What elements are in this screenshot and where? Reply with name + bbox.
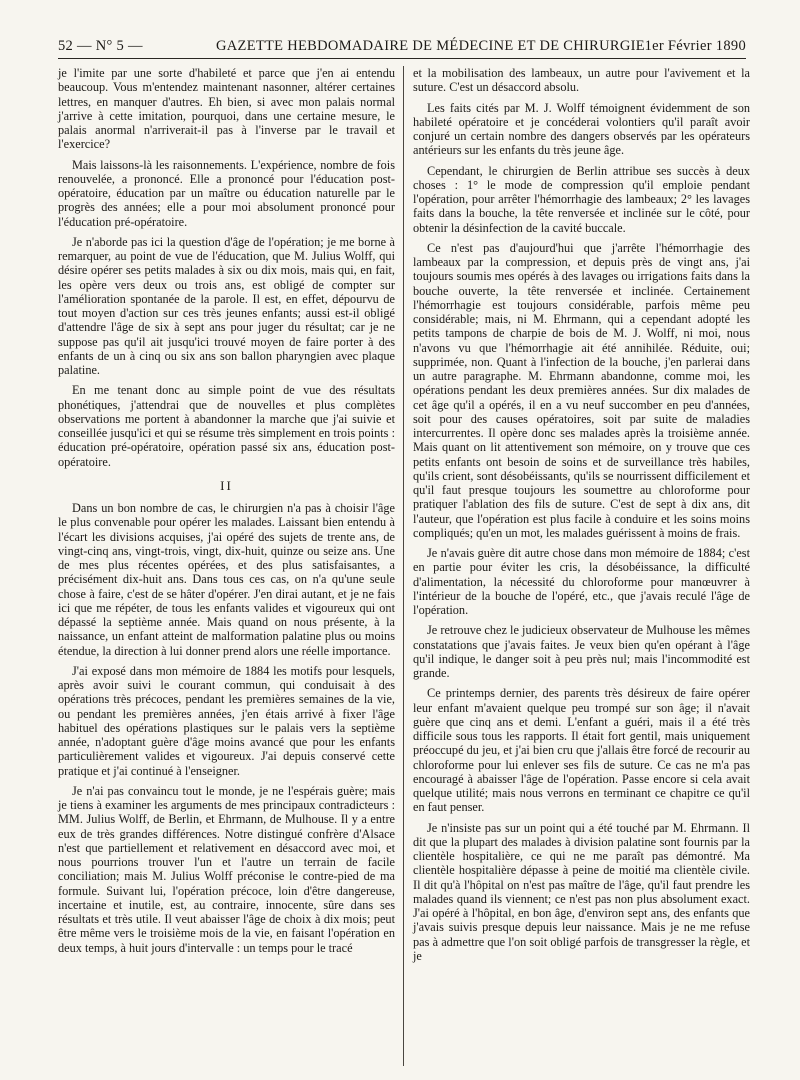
paragraph: et la mobilisation des lambeaux, un autre pour l'avivement et la suture. C'est un désaccord absolu. bbox=[413, 66, 750, 95]
page-number: 52 — N° 5 — bbox=[58, 38, 143, 54]
column-divider bbox=[403, 66, 404, 1066]
page-header bbox=[58, 36, 746, 59]
paragraph: Je n'aborde pas ici la question d'âge de l'opération; je me borne à remarquer, au point de vue de l'éducation, que M. Julius Wolff, qui désire opérer ses petits malades à six ou dix mois, mais qui, en fait, les opère vers deux ou trois ans, est obligé de compter sur l'amélioration spontanée de la parole. Il est, en effet, dépourvu de tout moyen d'action sur ces très jeunes enfants; aussi est-il obligé d'attendre l'âge de six à sept ans pour juger du résultat; car je ne suppose pas qu'il ait jusqu'ici trouvé moyen de faire porter à des enfants de un à cinq ou six ans son ballon pharyngien avec plaque palatine. bbox=[58, 234, 395, 377]
paragraph: Ce printemps dernier, des parents très désireux de faire opérer leur enfant m'avaient quelque peu trompé sur son âge; il n'avait guère que cinq ans et demi. L'enfant a guéri, mais il a été très difficile sous tous les rapports. Il était fort gentil, mais uniquement préoccupé du jeu, et j'ai bien cru que j'allais être forcé de recourir au chloroforme pour lui enlever ses fils de suture. Ce cas ne m'a pas encouragé à abaisser l'âge de l'opération. Passe encore si cela avait quelque utilité; mais nous verrons en terminant ce chapitre ce qu'il en faut penser. bbox=[413, 686, 750, 815]
issue-date: 1er Février 1890 bbox=[644, 38, 746, 54]
paragraph: En me tenant donc au simple point de vue des résultats phonétiques, j'attendrai que de nouvelles et plus complètes observations me portent à abandonner la marche que j'ai suivie et conseillée jusqu'ici et qui se résume très simplement en trois points : éducation pré-opératoire, opération passé six ans, éducation post-opératoire. bbox=[58, 383, 395, 469]
paragraph: Je n'ai pas convaincu tout le monde, je ne l'espérais guère; mais je tiens à examiner les arguments de mes principaux contradicteurs : MM. Julius Wolff, de Berlin, et Ehrmann, de Mulhouse. Il y a entre eux de très grandes différences. Notre distingué confrère d'Alsace n'est que partiellement et relativement en désaccord avec moi, et nous pourrions trouver l'un et l'autre un terrain de facile conciliation; mais M. Julius Wolff préconise le contre-pied de ma formule. Suivant lui, l'opération précoce, loin d'être dangereuse, incertaine et inutile, est, au contraire, innocente, sûre dans ses résultats et très utile. Il veut abaisser l'âge de choix à dix mois; peut être même vers le troisième mois de la vie, en faisant l'opération en deux temps, à huit jours d'intervalle : un temps pour le tracé bbox=[58, 783, 395, 955]
paragraph: J'ai exposé dans mon mémoire de 1884 les motifs pour lesquels, après avoir suivi le courant commun, qui conduisait à des opérations très précoces, pendant les premières semaines de la vie, ou pendant les premières années, j'en étais arrivé à fixer l'âge habituel des opérations plastiques sur le palais vers la septième année, n'adoptant guère d'âge moins avancé que pour les enfants particulièrement valides et vigoureux. J'ai depuis conservé cette pratique et j'ai continué à l'enseigner. bbox=[58, 663, 395, 778]
section-heading: II bbox=[220, 477, 233, 493]
paragraph: Mais laissons-là les raisonnements. L'expérience, nombre de fois renouvelée, a prononcé. Elle a prononcé pour l'éducation post-opératoire, éducation par un maître ou éducation naturelle par le progrès des années; elle a pour moi absolument prononcé pour l'éducation pré-opératoire. bbox=[58, 157, 395, 229]
journal-title: GAZETTE HEBDOMADAIRE DE MÉDECINE ET DE CHIRURGIE bbox=[216, 38, 645, 54]
paragraph: Cependant, le chirurgien de Berlin attribue ses succès à deux choses : 1° le mode de compression qu'il emploie pendant l'opération, pour arrêter l'hémorrhagie des lambeaux; 2° les lavages faits dans la bouche, la tête renversée et inclinée sur le côté, pour obtenir la désinfection de la cavité buccale. bbox=[413, 163, 750, 235]
paragraph: Dans un bon nombre de cas, le chirurgien n'a pas à choisir l'âge le plus convenable pour opérer les malades. Laissant bien entendu à l'écart les divisions acquises, j'ai opéré des sujets de trente ans, de vingt-cinq ans, vingt-trois, vingt, dix-huit, quinze ou seize ans. Une de mes plus récentes opérées, et des plus satisfaisantes, a précisément dix-huit ans. Dans tous ces cas, on n'a qu'une seule chose à faire, c'est de se hâter d'opérer. J'en dirai autant, et je ne fais ici que me répéter, de tous les enfants valides et vigoureux qui ont dépassé la septième année. Mais quand on nous présente, à la naissance, un enfant atteint de malformation palatine plus ou moins étendue, la direction à lui donner prend alors une réelle importance. bbox=[58, 501, 395, 658]
paragraph: Ce n'est pas d'aujourd'hui que j'arrête l'hémorrhagie des lambeaux par la compression, et depuis près de vingt ans, j'ai toujours soumis mes opérés à des lavages ou irrigations faits dans la bouche ouverte, la tête renversée et inclinée. Certainement l'hémorrhagie est toujours considérable, parfois même peu considérable; mais, ni M. Ehrmann, qui a cependant adopté les petits tampons de charpie de bois de M. J. Wolff, ni moi, nous n'avons vu que l'hémorrhagie ait été annihilée. Réduite, oui; supprimée, non. Quant à l'infection de la bouche, j'en parlerai dans un autre paragraphe. M. Ehrmann abandonne, comme moi, les opérations pendant les deux premières années. Sur dix malades de cet âge qu'il a opérés, il en a vu neuf succomber en peu d'années, soit pour des causes opératoires, soit par suite de maladies intercurrentes. Il opère donc ses malades après la troisième année. Mais quant on lit attentivement son mémoire, on y trouve que ces petits enfants ont besoin de soins et de surveillance très habiles, qu'ils crient, sont désobéissants, qu'ils se nourrissent difficilement et qu'il faut presque toujours les soumettre au chloroforme pour pratiquer l'ablation des fils de suture. C'est de sept à dix ans, dit l'auteur, que l'opération est plus facile à conduire et les soins moins compliqués; qu'en un mot, les malades guérissent à moins de frais. bbox=[413, 240, 750, 540]
paragraph: Je retrouve chez le judicieux observateur de Mulhouse les mêmes constatations que j'avais faites. Je veux bien qu'en opérant à l'âge qu'il indique, le danger soit à peu près nul; mais l'incommodité est grande. bbox=[413, 623, 750, 680]
paragraph: je l'imite par une sorte d'habileté et parce que j'en ai entendu beaucoup. Vous m'entendez maintenant nasonner, altérer certaines lettres, en manquer d'autres. Eh bien, si avec mon palais normal j'arrive à cette imitation, pourquoi, dans une certaine mesure, le palais anormal n'arriverait-il pas à l'inverse par le travail et l'exercice? bbox=[58, 66, 395, 152]
paragraph: Je n'avais guère dit autre chose dans mon mémoire de 1884; c'est en partie pour éviter les cris, la désobéissance, la difficulté d'alimentation, la nécessité du chloroforme pour manœuvrer à l'intérieur de la bouche de l'opéré, etc., que j'avais reculé l'âge de l'opération. bbox=[413, 546, 750, 617]
paragraph: Les faits cités par M. J. Wolff témoignent évidemment de son habileté opératoire et je concéderai volontiers qu'il paraît avoir conjuré un certain nombre des dangers observés par les opérateurs antérieurs sur les enfants du très jeune âge. bbox=[413, 100, 750, 158]
right-column bbox=[413, 66, 750, 969]
paragraph: Je n'insiste pas sur un point qui a été touché par M. Ehrmann. Il dit que la plupart des malades à division palatine sont fournis par la clientèle hospitalière, ce qui ne me paraît pas démontré. Ma clientèle hospitalière dépasse à peine de moitié ma clientèle civile. Il dit qu'à l'hôpital on n'est pas maître de l'âge, qu'il faut prendre les malades quand ils viennent; ce n'est pas non plus absolument exact. J'ai opéré à l'hôpital, en bon âge, d'environ sept ans, des enfants que j'avais suivis presque depuis leur naissance. Mais je ne me refuse pas à admettre que l'on soit obligé parfois de transgresser la règle, et je bbox=[413, 820, 750, 963]
left-column bbox=[58, 66, 395, 961]
